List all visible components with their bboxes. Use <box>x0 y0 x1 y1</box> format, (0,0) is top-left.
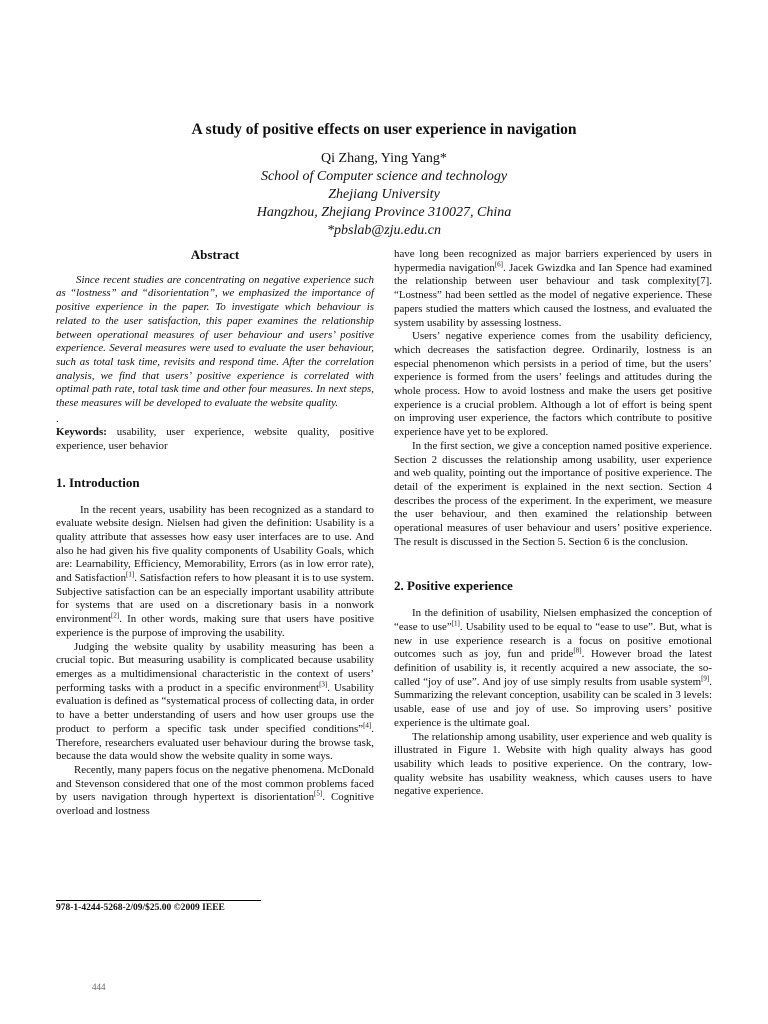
section-heading-positive-experience: 2. Positive experience <box>394 578 513 594</box>
citation-ref: [8] <box>573 646 582 655</box>
positive-paragraph-1: In the definition of usability, Nielsen emphasized the conception of “ease to use”[1]. Usability used to be equal to “ease to use”. But, what is new in use experience research is a focus on positive emotional outcomes such as joy, fun and pride[8]. However broad the latest definition of usability is, it recently acquired a new associate, the so-called “joy of use”. And joy of use simply results from usable system[9]. Summarizing the relevant conception, usability can be scaled in 3 levels: usable, ease of use and joy of use. So improving users’ positive experience is the ultimate goal. <box>394 607 712 729</box>
page-number: 444 <box>92 982 106 992</box>
citation-ref: [1] <box>126 570 135 579</box>
citation-ref: [5] <box>314 789 323 798</box>
author-names: Qi Zhang, Ying Yang* <box>321 151 447 166</box>
intro-paragraph-2: Judging the website quality by usability measuring has been a crucial topic. But measuring usability is complicated because usability emerges as a multidimensional characteristic in the context of users’ performing tasks with a product in a specific environment[3]. Usability evaluation is defined as “systematical process of collecting data, in order to have a better understanding of users and how user groups use the product to perform a specific task under specified conditions”[4]. Therefore, researchers evaluated user behaviour during the browse task, because the data would show the website quality in some ways. <box>56 640 374 763</box>
affiliation-school: School of Computer science and technology <box>260 169 508 184</box>
citation-ref: [3] <box>319 680 328 689</box>
paper-title: A study of positive effects on user experience in navigation <box>191 121 577 138</box>
citation-ref: [6] <box>494 260 503 269</box>
right-column <box>394 248 712 799</box>
citation-ref: [2] <box>111 611 120 620</box>
author-email: *pbslab@zju.edu.cn <box>327 223 441 238</box>
author-block <box>0 150 768 240</box>
intro-paragraph-3-continued: have long been recognized as major barriers experienced by users in hypermedia navigation[6]. Jacek Gwizdka and Ian Spence had examined the relationship between user behaviour and task complexity[7]. “Lostness” had been settled as the model of negative experience. These papers studied the matters which caused the lostness, and evaluated the system usability by assessing lostness. <box>394 248 712 329</box>
intro-paragraph-5: In the first section, we give a conception named positive experience. Section 2 discusses the relationship among usability, user experience and web quality, pointing out the importance of positive experience. The detail of the experiment is explained in the next section. Section 4 describes the process of the experiment. In the experiment, we measure the user behaviour, and then examined the relationship between operational measures of user behaviour and users’ positive experience. The result is discussed in the Section 5. Section 6 is the conclusion. <box>394 439 712 548</box>
intro-paragraph-3: Recently, many papers focus on the negative phenomena. McDonald and Stevenson considered that one of the most common problems faced by users navigation through hypertext is disorientation[5]. Cognitive overload and lostness <box>56 763 374 818</box>
citation-ref: [1] <box>451 619 460 628</box>
keywords-label: Keywords: <box>56 426 107 439</box>
citation-ref: [9] <box>701 674 710 683</box>
intro-paragraph-4: Users’ negative experience comes from the usability deficiency, which decreases the satisfaction degree. Ordinarily, lostness is an especial phenomenon which persists in a period of time, but the users’ experience is formed from the users’ feelings and attitudes during the whole process. How to avoid lostness and make the users get positive experience is a crucial problem. Although a lot of effort is being spent on improving user experience, the factors which contribute to positive experience have yet to be explored. <box>394 330 712 439</box>
section-heading-introduction: 1. Introduction <box>56 474 140 490</box>
footnote-rule <box>56 900 261 901</box>
footer-copyright <box>56 900 256 913</box>
left-column <box>56 248 374 819</box>
affiliation-address: Hangzhou, Zhejiang Province 310027, China <box>256 205 512 220</box>
abstract-dot: . <box>56 412 59 425</box>
keywords-list: usability, user experience, website quality, positive experience, user behavior <box>56 426 374 453</box>
citation-ref: [4] <box>363 721 372 730</box>
abstract-text: Since recent studies are concentrating on negative experience such as “lostness” and “disorientation”, we emphasized the importance of positive experience in the paper. To investigate which behaviour is related to the user satisfaction, this paper examines the relationship between operational measures of user behaviour and users’ positive experience. Several measures were used to evaluate the user behaviour, such as total task time, revisits and respond time. After the correlation analysis, we find that users’ positive experience is correlated with optimal path rate, total task time and other four measures. In next steps, these measures will be developed to evaluate the website quality. <box>56 273 374 410</box>
copyright-text: 978-1-4244-5268-2/09/$25.00 ©2009 IEEE <box>56 903 225 913</box>
keywords <box>56 426 374 453</box>
affiliation-university: Zhejiang University <box>328 187 440 202</box>
intro-paragraph-1: In the recent years, usability has been recognized as a standard to evaluate website design. Nielsen had given the definition: Usability is a quality attribute that assesses how easy user interfaces are to use. And also he had given his five quality components of Usability Goals, which are: Learnability, Efficiency, Memorability, Errors (as in low error rate), and Satisfaction[1]. Satisfaction refers to how pleasant it is to use system. Subjective satisfaction can be an especially important usability attribute for systems that are used on a discretionary basis in a nonwork environment[2]. In other words, making sure that users have positive experience is the purpose of improving the usability. <box>56 503 374 639</box>
abstract-heading: Abstract <box>190 247 240 262</box>
positive-paragraph-2: The relationship among usability, user experience and web quality is illustrated in Figure 1. Website with high quality always has good usability which leads to positive experience. On the contrary, low-quality website has usability weakness, which causes users to have negative experience. <box>394 730 712 798</box>
